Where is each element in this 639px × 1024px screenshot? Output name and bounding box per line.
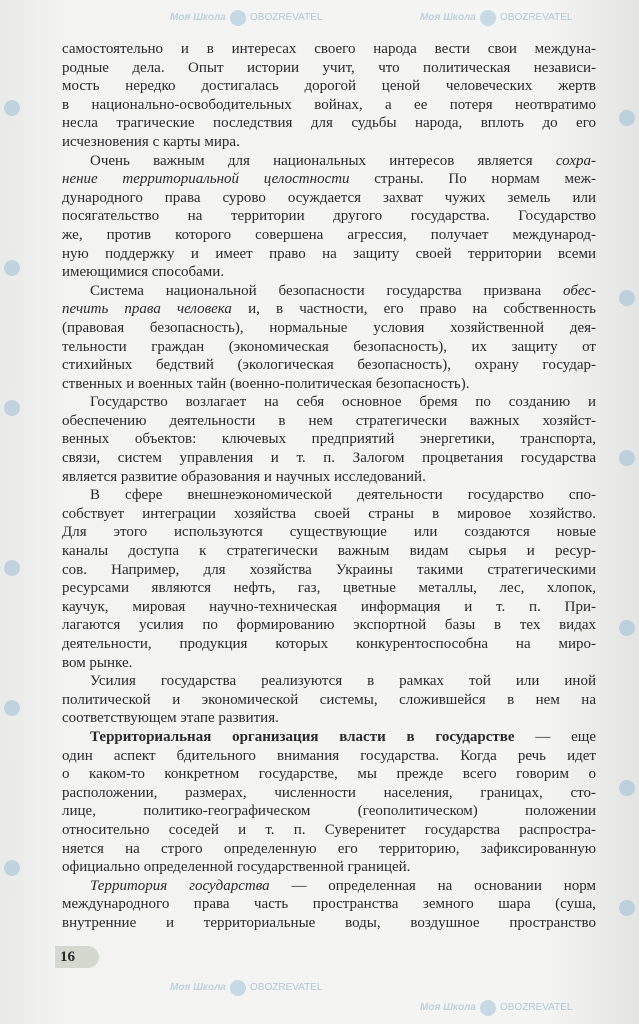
watermark-logo-icon [4,260,20,276]
text-segment: деятельности, продукция которых конкурентоспособна на миро- [62,636,596,652]
text-line [62,245,596,264]
text-segment: ную поддержку и имеет право на защиту своей территории всеми [62,245,596,262]
text-segment: же, против которого совершена агрессия, получает международ- [62,226,596,243]
text-line [62,412,596,431]
text-line [62,319,596,338]
text-line [62,170,596,189]
watermark-logo-icon [619,780,635,796]
text-segment: имеющимися способами. [62,264,225,281]
text-segment: расположении, размерах, численности населения, границах, сто- [62,784,596,801]
text-segment: Для этого используются существующие или создаются новые [62,524,596,541]
text-line [62,338,596,357]
watermark-logo-icon [619,620,635,636]
text-line [62,263,596,282]
text-line [62,858,596,877]
text-line [62,542,596,561]
paragraph-first-line [62,728,596,747]
text-line [62,523,596,542]
text-line [62,598,596,617]
text-segment: ресурсами являются нефть, газ, цветные металлы, лес, хлопок, [62,580,596,597]
text-line [62,914,596,933]
text-segment: собствует интеграции хозяйства своей страны в мировое хозяйство. [62,505,596,522]
paragraph-first-line [62,393,596,412]
watermark-logo-icon [619,900,635,916]
text-line [62,616,596,635]
watermark-logo-icon [619,110,635,126]
text-segment: сов. Например, для хозяйства Украины такими стратегическими [62,561,596,578]
text-line [62,40,596,59]
text-line [62,784,596,803]
text-segment: В сфере внешнеэкономической деятельности государство спо- [90,487,596,504]
text-segment: и, в частности, его право на собственность [231,301,596,318]
text-segment: тельности граждан (экономическая безопасность), их защиту от [62,338,596,355]
text-line [62,709,596,728]
watermark-logo-icon [230,980,246,996]
italic-term: сохра- [555,152,596,169]
watermark-brand2: OBOZREVATEL [250,982,323,993]
text-segment: о каком-то конкретном государстве, мы прежде всего говорим о [62,766,596,783]
italic-term: обес- [563,282,596,299]
page-number: 16 [55,946,99,968]
watermark-brand1: Моя Школа [170,12,226,23]
watermark-brand2: OBOZREVATEL [500,12,573,23]
text-line [62,821,596,840]
text-segment: обеспечению деятельности в нем стратегически важных хозяйст- [62,412,596,429]
text-segment: дународного права сурово осуждается захват чужих земель или [62,189,596,206]
watermark-logo-icon [4,100,20,116]
text-segment: Очень важным для национальных интересов является [90,152,556,169]
text-segment: Государство возлагает на себя основное бремя по созданию и [90,394,596,411]
text-line [62,189,596,208]
text-segment: связи, систем управления и т. п. Залогом процветания государства [62,450,596,467]
text-segment: посягательство на территории другого государства. Государство [62,208,596,225]
text-line [62,747,596,766]
text-segment: несла трагические последствия для судьбы народа, вплоть до его [62,115,596,132]
text-segment: венных объектов: ключевых предприятий энергетики, транспорта, [62,431,596,448]
text-segment: является развитие образования и научных исследований. [62,468,426,485]
text-segment: лагаются усилия по формированию экспортной базы в тех видах [62,617,596,634]
text-line [62,96,596,115]
text-segment: официально определенной государственной границей. [62,859,411,876]
watermark-brand2: OBOZREVATEL [500,1002,573,1013]
text-segment: — определенная на основании норм [269,877,596,894]
paragraph-first-line [62,486,596,505]
text-line [62,59,596,78]
text-line [62,895,596,914]
text-segment: стихийных бедствий (экологическая безопасность), охрану государ- [62,357,596,374]
text-segment: внутренние и территориальные воды, воздушное пространство [62,914,596,931]
text-line [62,635,596,654]
text-line [62,561,596,580]
text-line [62,375,596,394]
text-line [62,691,596,710]
text-segment: в национально-освободительных войнах, а ее потеря неотвратимо [62,96,596,113]
text-line [62,300,596,319]
text-line [62,802,596,821]
watermark-brand1: Моя Школа [420,1002,476,1013]
text-line [62,765,596,784]
text-segment: международного права часть пространства земного шара (суша, [62,896,596,913]
text-segment: лице, политико-географическом (геополитическом) положении [62,803,596,820]
text-segment: соответствующем этапе развития. [62,710,279,727]
text-line [62,114,596,133]
watermark-logo-icon [480,1000,496,1016]
text-segment: няется на строго определенную его территорию, зафиксированную [62,840,596,857]
paragraph-first-line [62,282,596,301]
text-line [62,430,596,449]
text-line [62,77,596,96]
text-segment: один аспект бдительного внимания государства. Когда речь идет [62,747,596,764]
text-line [62,356,596,375]
italic-term: нение территориальной целостности [62,171,350,188]
text-line [62,654,596,673]
text-segment: каналы доступа к стратегически важным видам сырья и ресур- [62,543,596,560]
text-segment: вом рынке. [62,654,133,671]
watermark-logo-icon [4,860,20,876]
watermark-brand2: OBOZREVATEL [250,12,323,23]
watermark-brand1: Моя Школа [170,982,226,993]
watermark-logo-icon [4,560,20,576]
text-segment: ственных и военных тайн (военно-политическая безопасность). [62,375,470,392]
watermark-logo-icon [230,10,246,26]
watermark-logo-icon [4,700,20,716]
text-segment: (правовая безопасность), нормальные условия хозяйственной дея- [62,319,596,336]
text-line [62,207,596,226]
watermark-logo-icon [4,400,20,416]
paragraph-first-line [62,152,596,171]
text-segment: Усилия государства реализуются в рамках той или иной [90,673,596,690]
watermark-logo-icon [619,290,635,306]
text-line [62,449,596,468]
paragraph-first-line [62,672,596,691]
text-segment: исчезновения с карты мира. [62,133,240,150]
text-segment: страны. По нормам меж- [349,171,596,188]
text-segment: родные дела. Опыт истории учит, что политическая независи- [62,59,596,76]
watermark-logo-icon [619,450,635,466]
watermark-brand1: Моя Школа [420,12,476,23]
text-segment: политической и экономической системы, сложившейся в нем на [62,691,596,708]
text-line [62,468,596,487]
text-line [62,505,596,524]
text-segment: относительно соседей и т. п. Суверенитет государства распростра- [62,821,596,838]
text-segment: Система национальной безопасности государства призвана [90,282,564,299]
text-line [62,226,596,245]
text-segment: — еще [514,728,596,745]
text-segment: мость нередко достигалась дорогой ценой человеческих жертв [62,78,596,95]
text-line [62,579,596,598]
text-segment: каучук, мировая научно-техническая информация и т. п. При- [62,598,596,615]
paragraph-first-line [62,877,596,896]
text-line [62,840,596,859]
italic-term: печить права человека [62,301,232,318]
body-text [62,40,596,933]
text-segment: самостоятельно и в интересах своего народа вести свои междуна- [62,41,596,57]
watermark-logo-icon [480,10,496,26]
bold-term: Территориальная организация власти в государстве [90,728,515,745]
italic-term: Территория государства [90,877,270,894]
text-line [62,133,596,152]
